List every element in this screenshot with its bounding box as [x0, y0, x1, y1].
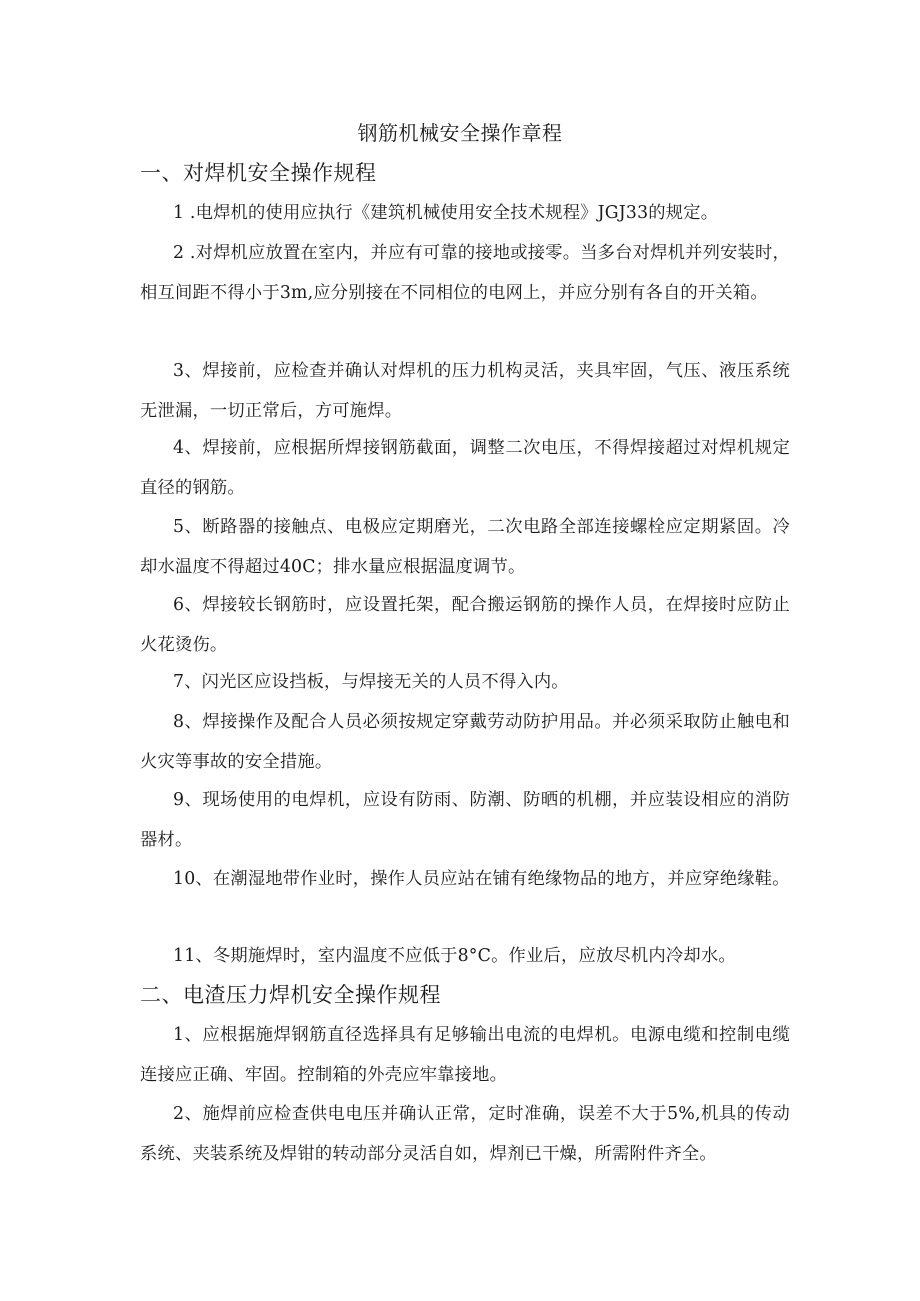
section-heading-1: 一、对焊机安全操作规程: [140, 161, 377, 185]
paragraph: 1、应根据施焊钢筋直径选择具有足够输出电流的电焊机。电源电缆和控制电缆连接应正确、牢固。控制箱的外壳应牢靠接地。: [140, 1025, 790, 1085]
paragraph: 11、冬期施焊时，室内温度不应低于8°C。作业后，应放尽机内冷却水。: [173, 946, 736, 966]
document-title: 钢筋机械安全操作章程: [357, 121, 563, 145]
paragraph: 10、在潮湿地带作业时，操作人员应站在铺有绝缘物品的地方，并应穿绝缘鞋。: [173, 869, 790, 889]
paragraph: 9、现场使用的电焊机，应设有防雨、防潮、防晒的机棚，并应装设相应的消防器材。: [140, 790, 790, 850]
paragraph: 8、焊接操作及配合人员必须按规定穿戴劳动防护用品。并必须采取防止触电和火灾等事故的安全措施。: [140, 712, 790, 772]
paragraph: 7、闪光区应设挡板，与焊接无关的人员不得入内。: [173, 672, 569, 692]
section-heading-2: 二、电渣压力焊机安全操作规程: [140, 983, 441, 1007]
paragraph: 3、焊接前，应检查并确认对焊机的压力机构灵活，夹具牢固，气压、液压系统无泄漏，一切正常后，方可施焊。: [140, 361, 790, 421]
paragraph: 5、断路器的接触点、电极应定期磨光，二次电路全部连接螺栓应定期紧固。冷却水温度不得超过40C；排水量应根据温度调节。: [140, 517, 790, 577]
paragraph: 4、焊接前，应根据所焊接钢筋截面，调整二次电压，不得焊接超过对焊机规定直径的钢筋。: [140, 438, 790, 498]
paragraph: 6、焊接较长钢筋时，应设置托架，配合搬运钢筋的操作人员，在焊接时应防止火花烫伤。: [140, 595, 790, 655]
paragraph: 2 .对焊机应放置在室内，并应有可靠的接地或接零。当多台对焊机并列安装时，相互间距不得小于3m,应分别接在不同相位的电网上，并应分别有各自的开关箱。: [140, 243, 790, 303]
paragraph: 1 .电焊机的使用应执行《建筑机械使用安全技术规程》JGJ33的规定。: [173, 203, 719, 223]
paragraph: 2、施焊前应检查供电电压并确认正常，定时准确，误差不大于5%,机具的传动系统、夹装系统及焊钳的转动部分灵活自如，焊剂已干燥，所需附件齐全。: [140, 1104, 790, 1164]
